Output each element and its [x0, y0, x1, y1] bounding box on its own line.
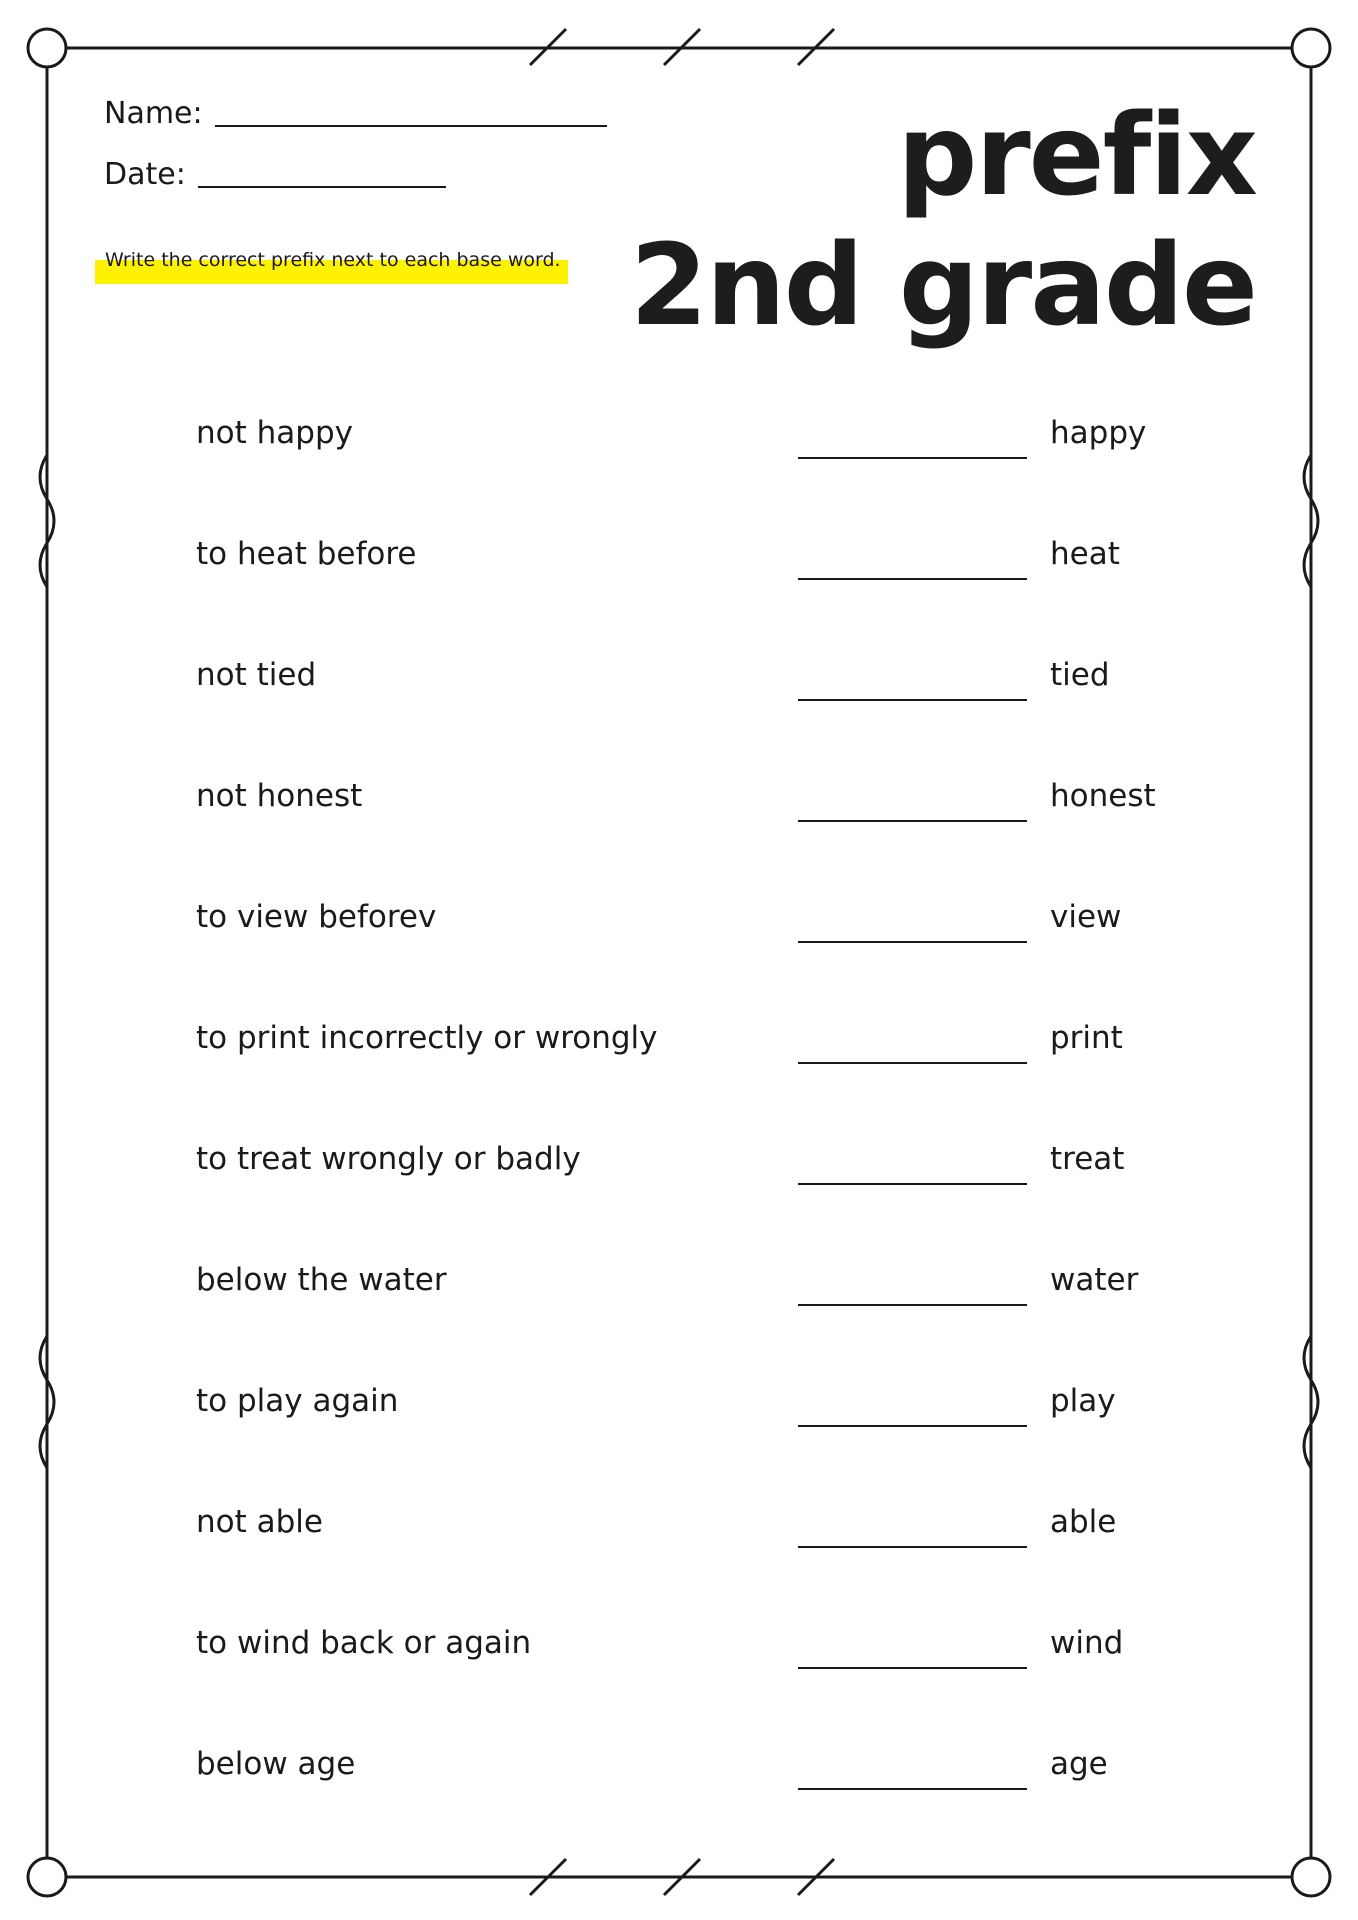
- answer-blank[interactable]: [798, 820, 1027, 822]
- title-prefix: prefix: [897, 91, 1256, 221]
- base-word: treat: [1050, 1141, 1125, 1177]
- answer-blank[interactable]: [798, 1183, 1027, 1185]
- answer-blank[interactable]: [798, 1062, 1027, 1064]
- definition-text: to wind back or again: [196, 1625, 532, 1661]
- base-word: view: [1050, 899, 1122, 935]
- definition-text: not happy: [196, 415, 353, 451]
- instruction: [95, 248, 568, 282]
- definition-text: to view beforev: [196, 899, 437, 935]
- exercise-row: [0, 536, 1358, 596]
- answer-blank[interactable]: [798, 1425, 1027, 1427]
- name-field[interactable]: [104, 96, 607, 131]
- definition-text: to print incorrectly or wrongly: [196, 1020, 658, 1056]
- answer-blank[interactable]: [798, 1546, 1027, 1548]
- answer-blank[interactable]: [798, 1667, 1027, 1669]
- date-line[interactable]: [198, 184, 446, 188]
- definition-text: to play again: [196, 1383, 399, 1419]
- definition-text: to treat wrongly or badly: [196, 1141, 581, 1177]
- title-grade: 2nd grade: [630, 221, 1256, 351]
- base-word: able: [1050, 1504, 1117, 1540]
- exercise-row: [0, 415, 1358, 475]
- instruction-text: Write the correct prefix next to each base word.: [105, 249, 561, 271]
- definition-text: not honest: [196, 778, 363, 814]
- answer-blank[interactable]: [798, 941, 1027, 943]
- definition-text: to heat before: [196, 536, 417, 572]
- exercise-row: [0, 778, 1358, 838]
- exercise-row: [0, 1504, 1358, 1564]
- base-word: play: [1050, 1383, 1116, 1419]
- answer-blank[interactable]: [798, 1788, 1027, 1790]
- exercise-row: [0, 1020, 1358, 1080]
- answer-blank[interactable]: [798, 578, 1027, 580]
- exercise-row: [0, 1262, 1358, 1322]
- base-word: tied: [1050, 657, 1110, 693]
- definition-text: below age: [196, 1746, 356, 1782]
- exercise-row: [0, 657, 1358, 717]
- date-label: Date:: [104, 157, 186, 192]
- exercise-row: [0, 1383, 1358, 1443]
- definition-text: not tied: [196, 657, 317, 693]
- base-word: water: [1050, 1262, 1139, 1298]
- base-word: wind: [1050, 1625, 1124, 1661]
- name-line[interactable]: [215, 123, 607, 127]
- answer-blank[interactable]: [798, 457, 1027, 459]
- exercise-row: [0, 1141, 1358, 1201]
- base-word: heat: [1050, 536, 1120, 572]
- exercise-row: [0, 1625, 1358, 1685]
- name-label: Name:: [104, 96, 203, 131]
- definition-text: below the water: [196, 1262, 447, 1298]
- date-field[interactable]: [104, 157, 446, 192]
- definition-text: not able: [196, 1504, 323, 1540]
- exercise-row: [0, 1746, 1358, 1806]
- base-word: honest: [1050, 778, 1156, 814]
- base-word: happy: [1050, 415, 1147, 451]
- base-word: age: [1050, 1746, 1108, 1782]
- base-word: print: [1050, 1020, 1123, 1056]
- answer-blank[interactable]: [798, 1304, 1027, 1306]
- exercise-row: [0, 899, 1358, 959]
- answer-blank[interactable]: [798, 699, 1027, 701]
